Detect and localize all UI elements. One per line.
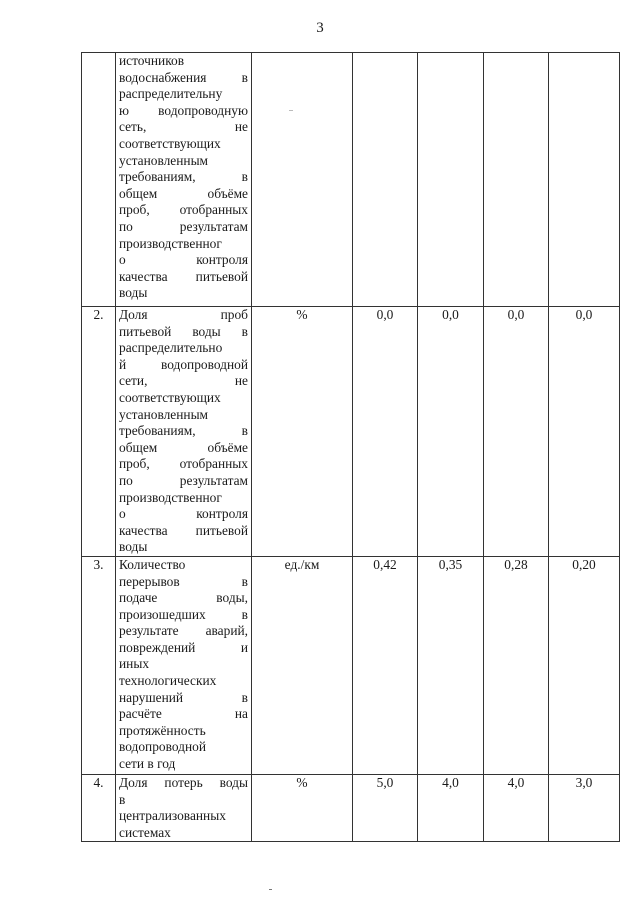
indicator-name-line: протяжённость	[119, 722, 206, 738]
indicator-name-line: в	[119, 791, 126, 807]
value-cell-2: 0,35	[418, 556, 484, 774]
table-row	[82, 774, 620, 841]
value-cell-4: 3,0	[549, 774, 620, 841]
indicator-name-line: качества питьевой	[119, 522, 248, 538]
indicator-name-line: о контроля	[119, 252, 248, 268]
indicator-name-line: о контроля	[119, 506, 248, 522]
indicator-name-line: системах	[119, 824, 171, 840]
value-cell-1: 0,42	[353, 556, 418, 774]
indicator-name-cell	[116, 307, 252, 557]
indicator-name-line: подаче воды,	[119, 590, 248, 606]
scan-speck-bottom	[269, 889, 272, 890]
indicator-name-line: й водопроводной	[119, 356, 248, 372]
indicator-name-line: производственног	[119, 235, 222, 251]
indicator-name-line: перерывов в	[119, 573, 248, 589]
indicator-name-line: результате аварий,	[119, 623, 248, 639]
indicator-name-line: Количество	[119, 556, 186, 572]
unit-cell: %	[252, 774, 353, 841]
indicator-name-line: сеть, не	[119, 119, 248, 135]
indicator-name-line: расчёте на	[119, 706, 248, 722]
indicator-name-line: производственног	[119, 489, 222, 505]
table-row	[82, 307, 620, 557]
indicator-name-line: технологических	[119, 673, 217, 689]
indicator-name-line: по результатам	[119, 472, 248, 488]
indicator-name-line: проб, отобранных	[119, 456, 248, 472]
indicator-name-line: по результатам	[119, 218, 248, 234]
indicator-name-line: сети, не	[119, 373, 248, 389]
indicators-table	[81, 52, 620, 842]
indicator-name-line: централизованных	[119, 808, 226, 824]
indicator-name-cell	[116, 53, 252, 307]
value-cell-4: 0,0	[549, 307, 620, 557]
value-cell-3: 0,0	[484, 307, 549, 557]
indicator-name-line: нарушений в	[119, 689, 248, 705]
indicator-name-cell	[116, 556, 252, 774]
indicator-name-line: Доля потерь воды	[119, 774, 248, 790]
indicator-name-cell	[116, 774, 252, 841]
value-cell-4	[549, 53, 620, 307]
value-cell-2: 4,0	[418, 774, 484, 841]
indicator-name-line: повреждений и	[119, 639, 248, 655]
indicator-name-line: произошедших в	[119, 606, 248, 622]
indicator-name-line: водоснабжения в	[119, 69, 248, 85]
row-number-cell: 4.	[82, 774, 116, 841]
value-cell-3: 4,0	[484, 774, 549, 841]
indicator-name-line: установленным	[119, 406, 209, 422]
indicator-name-line: установленным	[119, 152, 209, 168]
indicator-name-line: проб, отобранных	[119, 202, 248, 218]
unit-cell: ед./км	[252, 556, 353, 774]
indicator-name-line: ю водопроводную	[119, 102, 248, 118]
indicator-name-line: Доля проб	[119, 307, 248, 322]
indicator-name-line: распределительну	[119, 86, 223, 102]
value-cell-2	[418, 53, 484, 307]
unit-cell: %	[252, 307, 353, 557]
indicator-name-line: соответствующих	[119, 389, 221, 405]
value-cell-3	[484, 53, 549, 307]
unit-cell	[252, 53, 353, 307]
value-cell-4: 0,20	[549, 556, 620, 774]
indicator-name-line: водопроводной	[119, 739, 206, 755]
table-row	[82, 53, 620, 307]
row-number-cell	[82, 53, 116, 307]
indicator-name-line: общем объёме	[119, 185, 248, 201]
value-cell-1: 5,0	[353, 774, 418, 841]
value-cell-1	[353, 53, 418, 307]
indicator-name-line: воды	[119, 285, 148, 301]
indicator-name-line: качества питьевой	[119, 268, 248, 284]
value-cell-1: 0,0	[353, 307, 418, 557]
row-number-cell: 3.	[82, 556, 116, 774]
row-number-cell: 2.	[82, 307, 116, 557]
table-row	[82, 556, 620, 774]
value-cell-3: 0,28	[484, 556, 549, 774]
indicator-name-line: питьевой воды в	[119, 323, 248, 339]
indicator-name-line: требованиям, в	[119, 169, 248, 185]
indicator-name-line: воды	[119, 539, 148, 555]
page-number: 3	[316, 20, 324, 36]
indicator-name-line: требованиям, в	[119, 423, 248, 439]
indicator-name-line: распределительно	[119, 340, 223, 356]
indicator-name-line: источников	[119, 53, 185, 68]
value-cell-2: 0,0	[418, 307, 484, 557]
indicator-name-line: сети в год	[119, 756, 176, 772]
indicator-name-line: иных	[119, 656, 150, 672]
indicator-name-line: соответствующих	[119, 135, 221, 151]
indicator-name-line: общем объёме	[119, 439, 248, 455]
